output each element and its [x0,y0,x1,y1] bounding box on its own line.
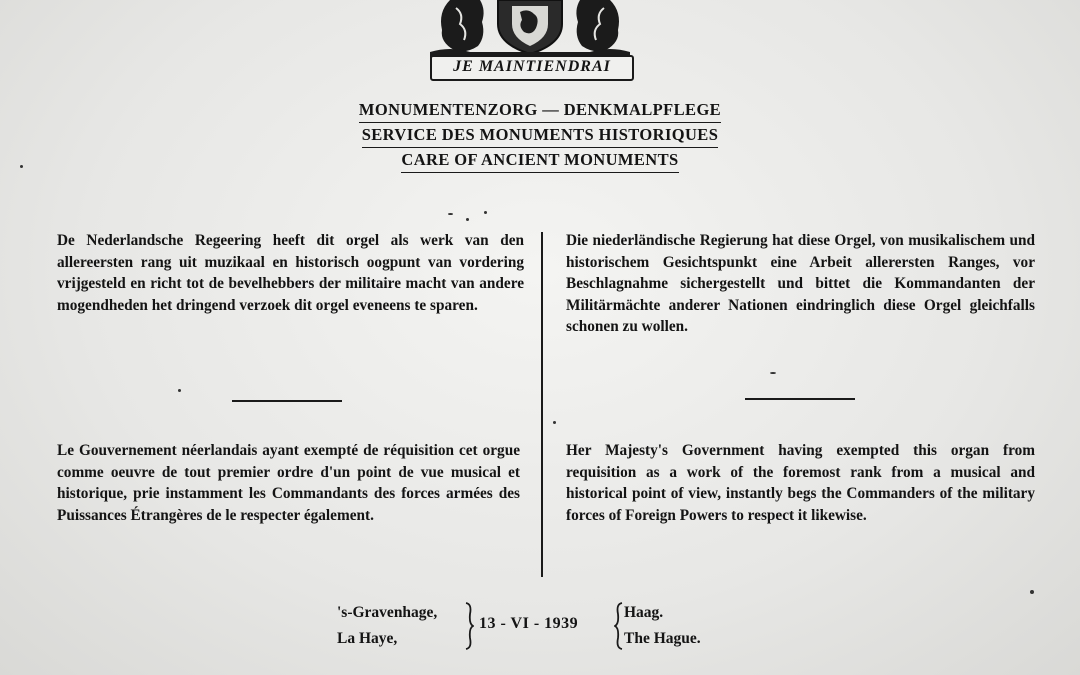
paper-speck [770,372,776,374]
document-date: 13 - VI - 1939 [479,615,579,632]
separator-left [232,400,342,402]
separator-right [745,398,855,400]
paragraph-english-text: Her Majesty's Government having exempted this organ from requisition as a work of the foremost rank from a musical and historical point of view, instantly begs the Commanders of the military forces of Foreign Powers to respect it likewise. [566,442,1035,524]
paper-speck [178,389,181,392]
paragraph-dutch-text: De Nederlandsche Regeering heeft dit orgel als werk van den allereersten rang uit muzikaal en historisch oogpunt van vordering vrijgesteld en richt tot de bevelhebbers der militaire macht van andere mogendheden het dringend verzoek dit orgel eveneens te sparen. [57,232,524,314]
paragraph-german-text: Die niederländische Regierung hat diese Orgel, von musikalischem und historischem Gesichtspunkt eine Arbeit allerersten Ranges, vor Beschlagnahme sichergestellt und bittet die Kommandanten der Militärmächte anderer Nationen eindringlich diese Orgel gleichfalls schonen zu wollen. [566,232,1035,335]
heading-french: SERVICE DES MONUMENTS HISTORIQUES [362,125,719,148]
motto-banner: JE MAINTIENDRAI [430,55,634,81]
heading-english: CARE OF ANCIENT MONUMENTS [401,150,678,173]
paper-speck [466,218,469,221]
brace-left-icon [464,602,474,650]
paragraph-dutch [57,230,524,316]
heading-block [0,100,1080,175]
place-dutch: 's-Gravenhage, [337,604,438,621]
paper-speck [553,421,556,424]
paragraph-english [566,440,1035,526]
paragraph-french-text: Le Gouvernement néerlandais ayant exempté de réquisition cet orgue comme oeuvre de tout premier ordre d'un point de vue musical et historique, prie instamment les Commandants des forces armées des Puissances Étrangères de le respecter également. [57,442,520,524]
paper-speck [448,213,453,215]
paper-speck [20,165,23,168]
place-french: La Haye, [337,630,398,647]
footer-places-left [337,600,437,652]
paragraph-german [566,230,1035,338]
column-divider [541,232,543,577]
place-german: Haag. [624,604,664,621]
heading-dutch-german: MONUMENTENZORG — DENKMALPFLEGE [359,100,721,123]
paragraph-french [57,440,520,526]
brace-right-icon [614,602,624,650]
footer-places-right [624,600,701,652]
place-english: The Hague. [624,630,701,647]
paper-speck [484,211,487,214]
paper-speck [1030,590,1034,594]
